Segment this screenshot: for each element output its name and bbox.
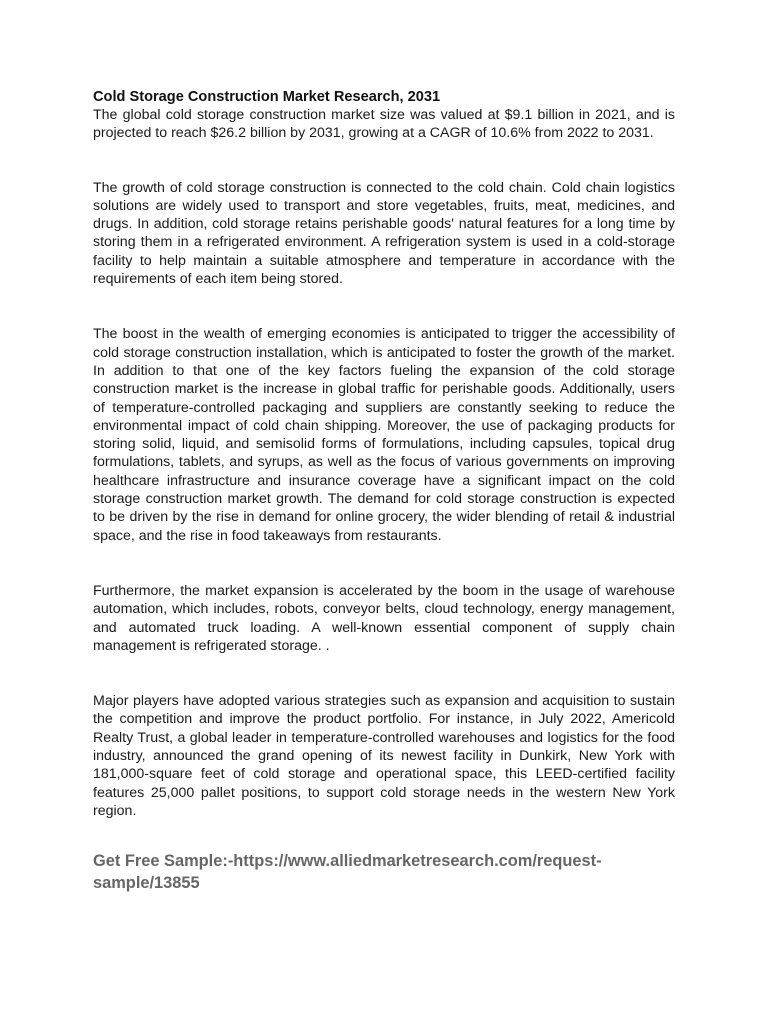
intro-paragraph: The global cold storage construction market size was valued at $9.1 billion in 2021, and is projected to reach $26.2 billion by 2031, growing at a CAGR of 10.6% from 2022 to 2031. — [93, 107, 675, 142]
free-sample-link[interactable]: Get Free Sample:-https://www.alliedmarketresearch.com/request-sample/13855 — [93, 852, 602, 893]
paragraph-major-players: Major players have adopted various strategies such as expansion and acquisition to sustain the competition and improve the product portfolio. For instance, in July 2022, Americold Realty Trust, a global leader in temperature-controlled warehouses and logistics for the food industry, announced the grand opening of its newest facility in Dunkirk, New York with 181,000-square feet of cold storage and operational space, this LEED-certified facility features 25,000 pallet positions, to support cold storage needs in the western New York region. — [93, 693, 675, 819]
paragraph-emerging-economies: The boost in the wealth of emerging economies is anticipated to trigger the accessibility of cold storage construction installation, which is anticipated to foster the growth of the market. In addition to that one of the key factors fueling the expansion of the cold storage construction market is the increase in global traffic for perishable goods. Additionally, users of temperature-controlled packaging and suppliers are constantly seeking to reduce the environmental impact of cold chain shipping. Moreover, the use of packaging products for storing solid, liquid, and semisolid forms of formulations, including capsules, topical drug formulations, tablets, and syrups, as well as the focus of various governments on improving healthcare infrastructure and insurance coverage have a significant impact on the cold storage construction market growth. The demand for cold storage construction is expected to be driven by the rise in demand for online grocery, the wider blending of retail & industrial space, and the rise in food takeaways from restaurants. — [93, 326, 675, 544]
paragraph-cold-chain: The growth of cold storage construction is connected to the cold chain. Cold chain logistics solutions are widely used to transport and store vegetables, fruits, meat, medicines, and drugs. In addition, cold storage retains perishable goods' natural features for a long time by storing them in a refrigerated environment. A refrigeration system is used in a cold-storage facility to help maintain a suitable atmosphere and temperature in accordance with the requirements of each item being stored. — [93, 179, 675, 288]
document-page — [93, 88, 675, 894]
page-title: Cold Storage Construction Market Research, 2031 — [93, 89, 441, 105]
paragraph-warehouse-automation: Furthermore, the market expansion is accelerated by the boom in the usage of warehouse automation, which includes, robots, conveyor belts, cloud technology, energy management, and automated truck loading. A well-known essential component of supply chain management is refrigerated storage. . — [93, 582, 675, 654]
